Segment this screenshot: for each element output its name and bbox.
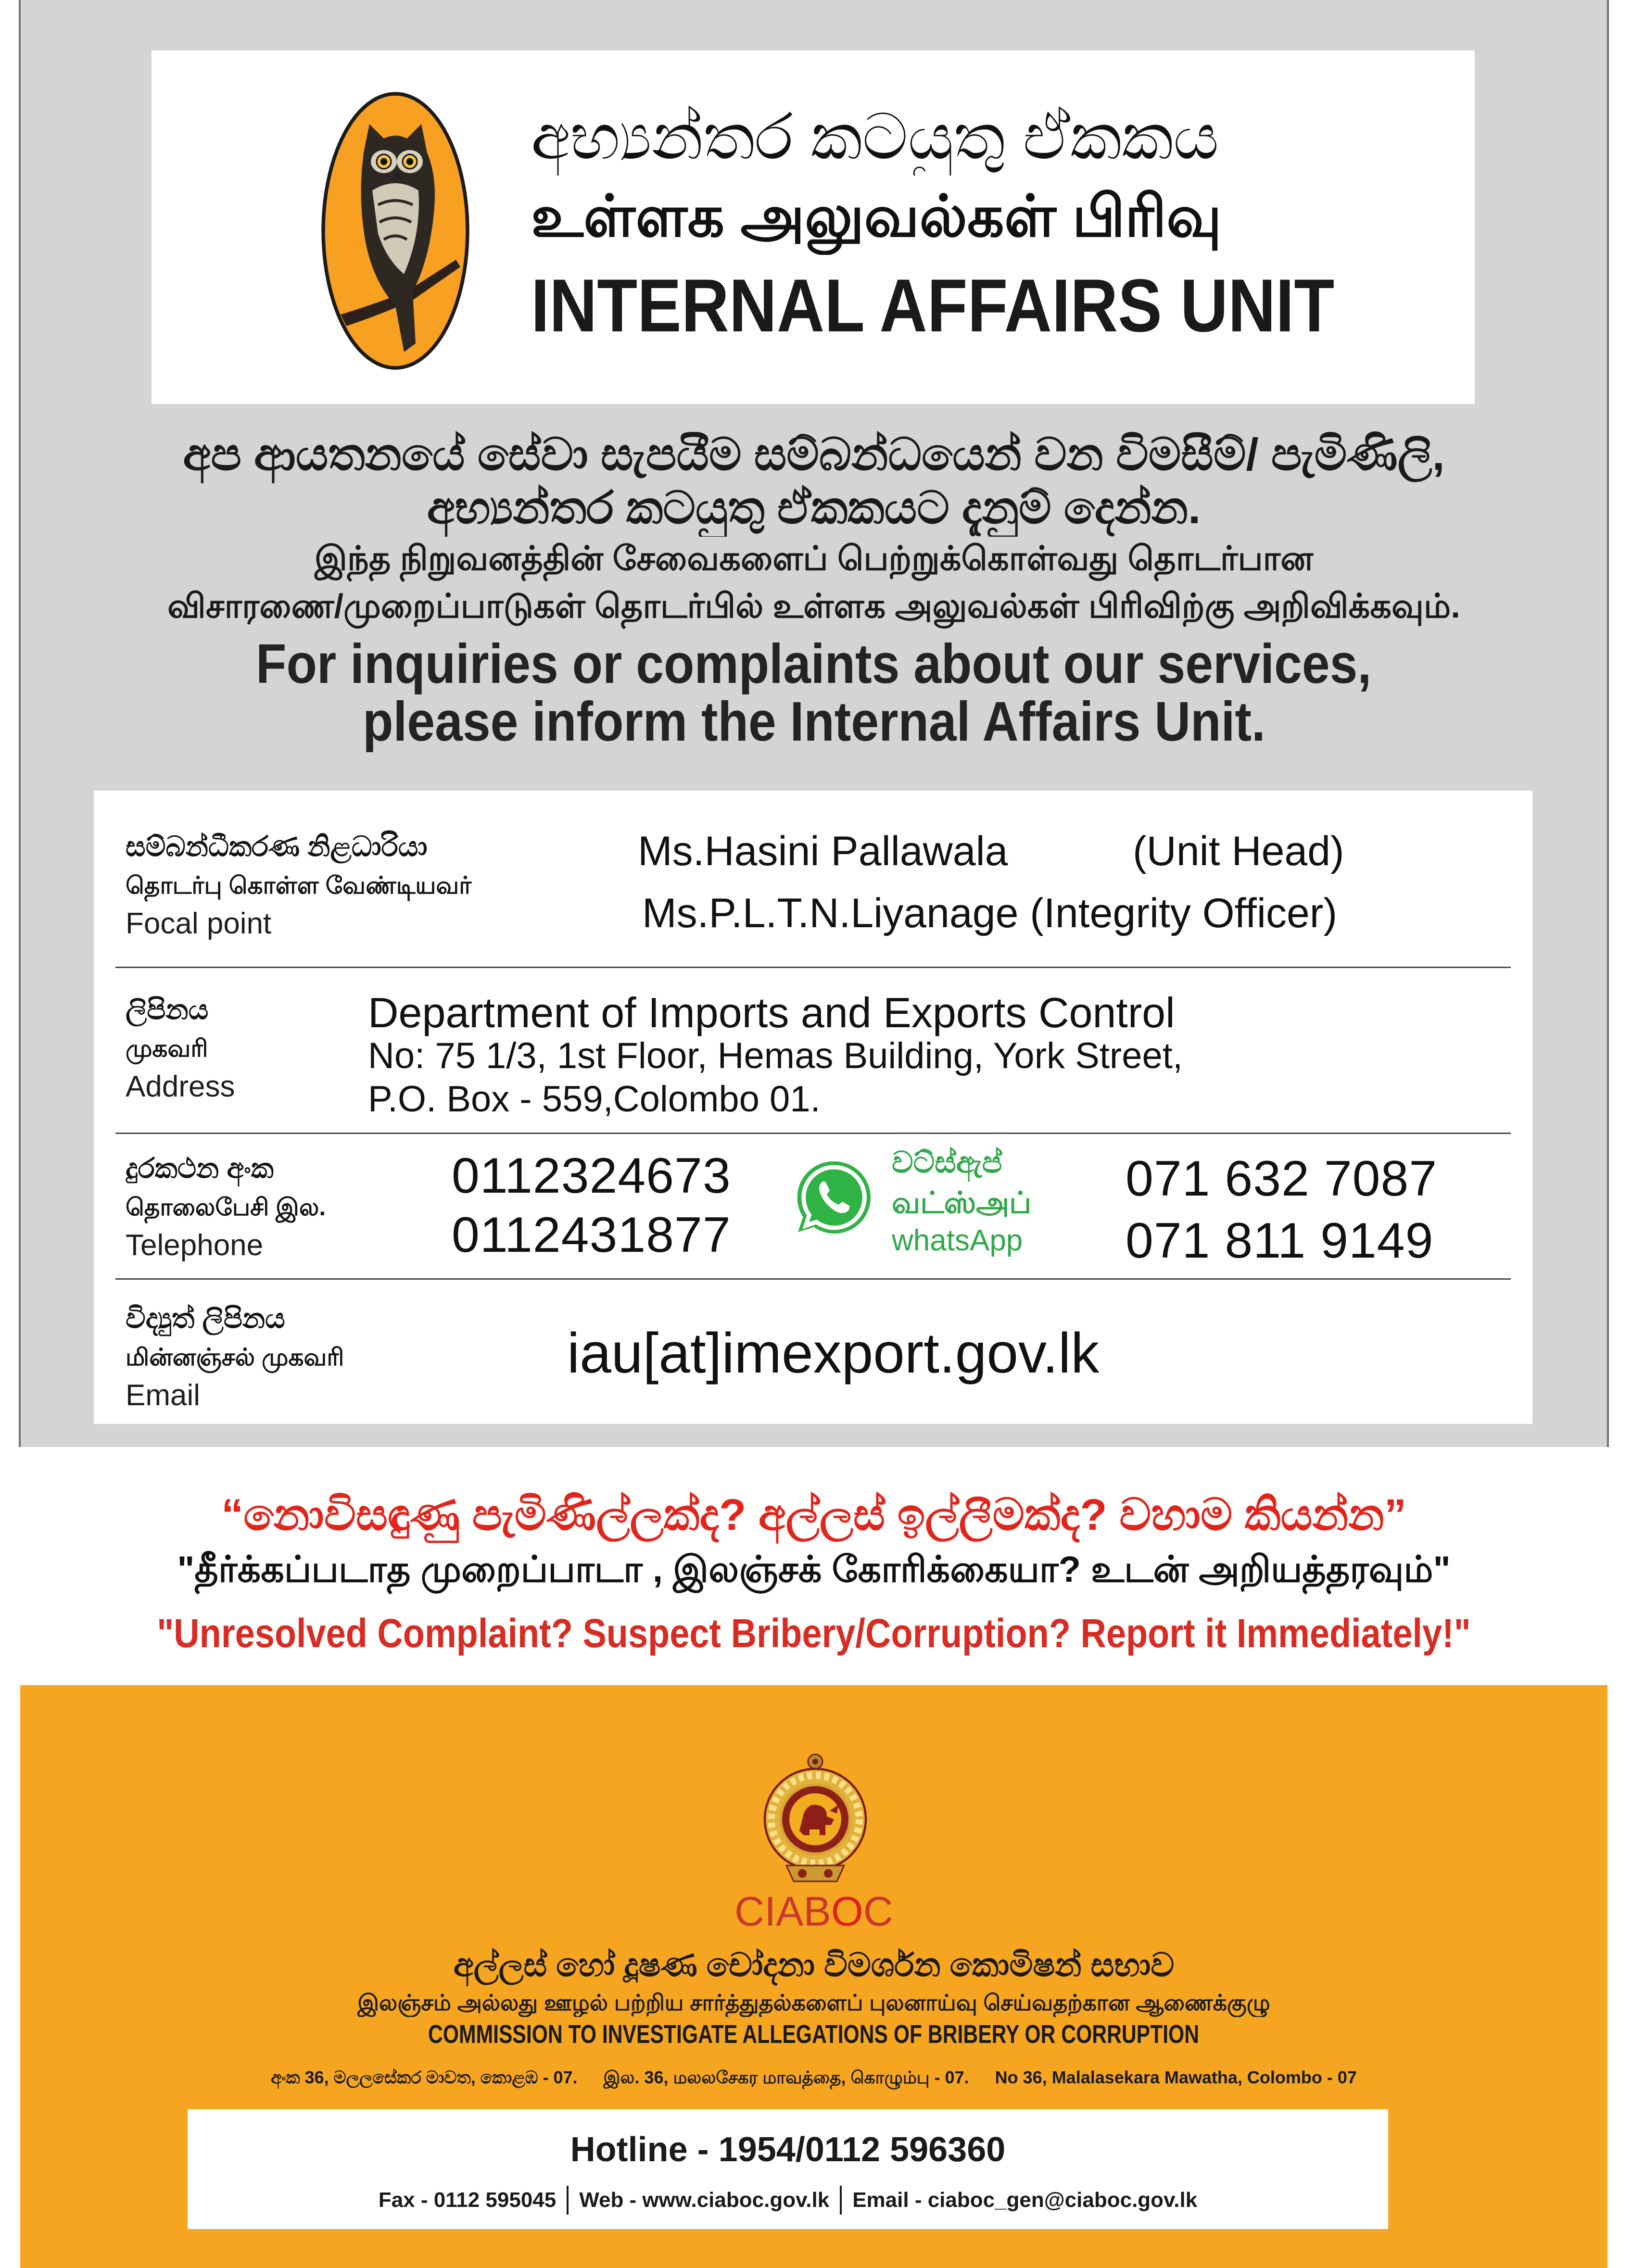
telephone-number-2: 0112431877 bbox=[452, 1207, 731, 1263]
whatsapp-number-2: 071 811 9149 bbox=[1126, 1213, 1434, 1269]
row-divider bbox=[115, 1278, 1511, 1280]
ciaboc-address-english: No 36, Malalasekara Mawatha, Colombo - 07 bbox=[995, 2067, 1357, 2087]
ciaboc-contact-line bbox=[188, 2186, 1388, 2215]
ciaboc-web: Web - www.ciaboc.gov.lk bbox=[567, 2186, 840, 2215]
ciaboc-name-tamil: இலஞ்சம் அல்லது ஊழல் பற்றிய சார்த்துதல்களைப் புலனாய்வு செய்வதற்கான ஆணைக்குழு bbox=[357, 1990, 1270, 2015]
telephone-label-sinhala: දුරකථන අංක bbox=[126, 1153, 274, 1184]
row-divider bbox=[115, 967, 1511, 968]
address-line-2: No: 75 1/3, 1st Floor, Hemas Building, York Street, bbox=[368, 1035, 1183, 1076]
telephone-number-1: 0112324673 bbox=[452, 1148, 731, 1204]
hotline-box bbox=[188, 2109, 1388, 2229]
focal-label-tamil: தொடர்பு கொள்ள வேண்டியவர் bbox=[126, 872, 472, 899]
slogan-english bbox=[20, 1607, 1607, 1660]
ciaboc-email: Email - ciaboc_gen@ciaboc.gov.lk bbox=[840, 2186, 1208, 2215]
intro-tamil-line-1: இந்த நிறுவனத்தின் சேவைகளைப் பெற்றுக்கொள்வது தொடர்பான bbox=[314, 540, 1314, 577]
intro-sinhala-line-2: අභ්‍යන්තර කටයුතු ඒකකයට දැනුම් දෙන්න. bbox=[427, 482, 1201, 533]
telephone-label-tamil: தொலைபேசி இல. bbox=[126, 1194, 326, 1221]
hotline-text: Hotline - 1954/0112 596360 bbox=[570, 2130, 1006, 2169]
ciaboc-name-sinhala: අල්ලස් හෝ දූෂණ චෝදනා විමර්ශන කොමිෂන් සභාව bbox=[453, 1947, 1175, 1983]
slogan-sinhala: “නොවිසඳුණු පැමිණිල්ලක්ද? අල්ලස් ඉල්ලීමක්ද? වහාම කියන්න” bbox=[221, 1490, 1406, 1539]
address-label-sinhala: ලිපිනය bbox=[126, 994, 209, 1025]
ciaboc-address-tamil: இல. 36, மலலசேகர மாவத்தை, கொழும்பு - 07. bbox=[603, 2067, 969, 2087]
ciaboc-address-sinhala: අංක 36, මලලසේකර මාවත, කොළඹ - 07. bbox=[271, 2067, 578, 2087]
focal-label-english: Focal point bbox=[126, 907, 272, 940]
whatsapp-label-english: whatsApp bbox=[892, 1224, 1023, 1257]
focal-point-label bbox=[126, 828, 626, 943]
email-address: iau[at]imexport.gov.lk bbox=[567, 1322, 1100, 1385]
unit-title bbox=[531, 50, 1464, 404]
unit-head-name: Ms.Hasini Pallawala bbox=[638, 828, 1008, 874]
ciaboc-logo-text bbox=[20, 1888, 1607, 1936]
ciaboc-address bbox=[20, 2066, 1607, 2090]
address-line-3: P.O. Box - 559,Colombo 01. bbox=[368, 1079, 821, 1120]
ciaboc-logo-part-3: C bbox=[863, 1889, 893, 1935]
address-label-english: Address bbox=[126, 1070, 235, 1103]
whatsapp-label-sinhala: වට්ස්ඇප් bbox=[892, 1146, 1002, 1179]
ciaboc-panel bbox=[20, 1685, 1607, 2268]
title-english bbox=[531, 265, 1464, 347]
telephone-label-english: Telephone bbox=[126, 1229, 264, 1262]
sri-lanka-emblem-icon bbox=[758, 1753, 873, 1883]
ciaboc-fax: Fax - 0112 595045 bbox=[378, 2188, 557, 2212]
integrity-officer: Ms.P.L.T.N.Liyanage (Integrity Officer) bbox=[642, 890, 1338, 936]
ciaboc-name-english bbox=[20, 2019, 1607, 2050]
header-box bbox=[152, 50, 1475, 404]
ciaboc-logo-part-1: CIAB bbox=[734, 1889, 831, 1935]
intro-english-line-2 bbox=[20, 688, 1607, 755]
slogan-english-text: "Unresolved Complaint? Suspect Bribery/Corruption? Report it Immediately!" bbox=[157, 1611, 1471, 1656]
intro-tamil-line-2: விசாரணை/முறைப்பாடுகள் தொடர்பில் உள்ளக அலுவல்கள் பிரிவிற்கு அறிவிக்கவும். bbox=[167, 587, 1460, 625]
intro-english-line-2-text: please inform the Internal Affairs Unit. bbox=[362, 690, 1265, 753]
ciaboc-logo-part-2: O bbox=[831, 1889, 863, 1935]
title-tamil: உள்ளக அலுவல்கள் பிரிவு bbox=[531, 184, 1222, 249]
address-label-tamil: முகவரி bbox=[126, 1035, 208, 1062]
unit-head-role: (Unit Head) bbox=[1133, 828, 1344, 874]
intro-english-line-1 bbox=[20, 630, 1607, 697]
ciaboc-name-english-text: COMMISSION TO INVESTIGATE ALLEGATIONS OF BRIBERY OR CORRUPTION bbox=[428, 2020, 1200, 2049]
row-divider bbox=[115, 1133, 1511, 1134]
title-english-text: INTERNAL AFFAIRS UNIT bbox=[531, 265, 1335, 347]
telephone-label bbox=[126, 1149, 433, 1265]
intro-sinhala-line-1: අප ආයතනයේ සේවා සැපයීම සම්බන්ධයෙන් වන විමසීම්/ පැමිණිලි, bbox=[183, 429, 1445, 479]
address-label bbox=[126, 991, 356, 1106]
address-line-1: Department of Imports and Exports Control bbox=[368, 989, 1175, 1036]
intro-english-line-1-text: For inquiries or complaints about our services, bbox=[256, 632, 1372, 695]
whatsapp-label-tamil: வட்ஸ்அப் bbox=[892, 1186, 1032, 1220]
email-label-tamil: மின்னஞ்சல் முகவரி bbox=[126, 1344, 344, 1371]
whatsapp-icon bbox=[794, 1159, 874, 1235]
owl-logo-icon bbox=[320, 89, 470, 372]
contact-table bbox=[94, 791, 1532, 1424]
email-label bbox=[126, 1299, 539, 1415]
slogan-tamil: "தீர்க்கப்படாத முறைப்பாடா , இலஞ்சக் கோரிக்கையா? உடன் அறியத்தரவும்" bbox=[177, 1549, 1451, 1590]
whatsapp-number-1: 071 632 7087 bbox=[1126, 1151, 1438, 1207]
title-sinhala: අභ්‍යන්තර කටයුතු ඒකකය bbox=[531, 101, 1219, 172]
email-label-sinhala: විද්‍යුත් ලිපිනය bbox=[126, 1303, 285, 1334]
email-label-english: Email bbox=[126, 1379, 201, 1412]
focal-label-sinhala: සම්බන්ධීකරණ නිළධාරියා bbox=[126, 831, 428, 862]
